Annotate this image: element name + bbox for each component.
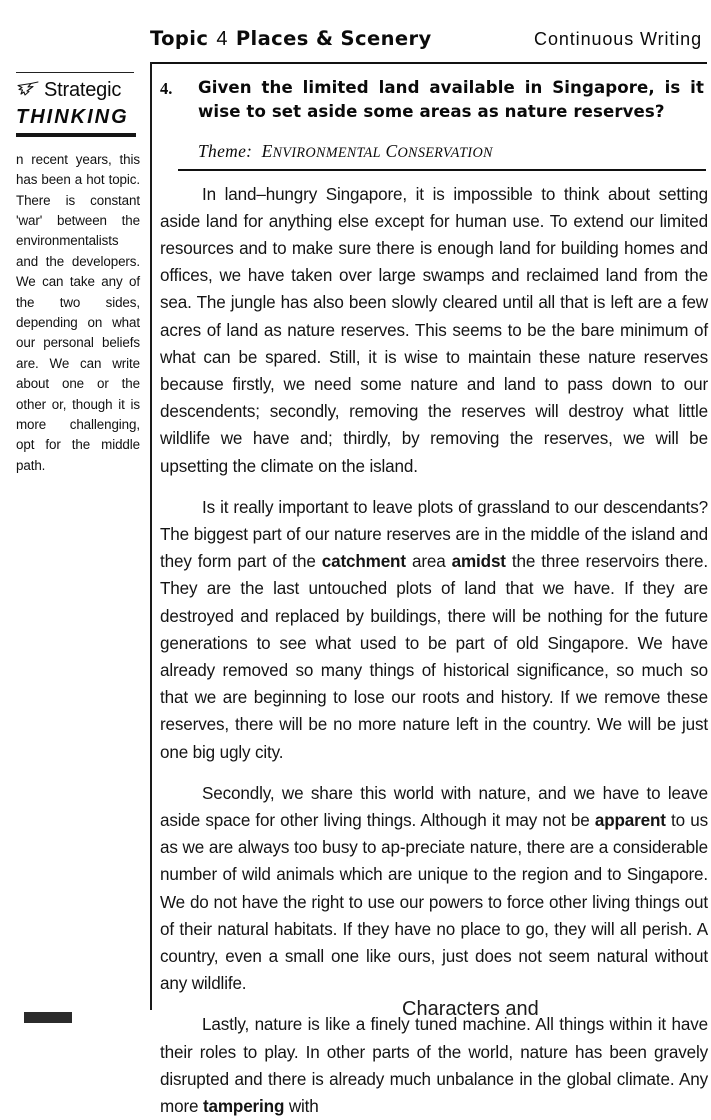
essay-paragraph: [160, 181, 708, 480]
topic-word: Topic: [150, 27, 209, 50]
header-rule: [150, 62, 707, 64]
theme-word-initial: C: [385, 141, 398, 161]
essay-text: with: [284, 1097, 319, 1117]
topic-number: 4: [216, 28, 228, 50]
sidebar-logo-word-1: Strategic: [44, 78, 122, 101]
main-column: [160, 76, 708, 1120]
question-number: 4.: [160, 79, 173, 98]
essay-text: the three reservoirs there. They are the last untouched plots of land that we have. If they are destroyed and replaced by buildings, there will be nothing for the future generations to see what used to be part of old Singapore. We have already removed so many things of historical significance, so much so that we are beginning to lose our roots and history. If we remove these reserves, there will be no more nature left in the country. We will be just one big ugly city.: [160, 552, 708, 762]
essay-paragraph: [160, 494, 708, 766]
footer-clipped-label: Characters and: [402, 998, 539, 1020]
column-divider: [150, 62, 152, 1010]
essay-emphasis: catchment: [321, 552, 406, 572]
theme-value: [257, 141, 493, 161]
essay-text: In land–hungry Singapore, it is impossible to think about setting aside land for anything else except for human use. To extend our limited resources and to make sure there is enough land for building homes and offices, we have taken over large swamps and reclaimed land from the sea. The jungle has also been slowly cleared until all that is left are a few acres of land as nature reserves. This seems to be the bare minimum of what can be spared. Still, it is wise to maintain these nature reserves because firstly, we need some nature and land to pass down to our descendents; secondly, removing the reserves will destroy what little wildlife we have and; thirdly, by removing the reserves, we will be upsetting the climate on the island.: [160, 184, 708, 476]
running-head: [150, 27, 706, 59]
question-heading: [160, 76, 708, 124]
essay-paragraph: [160, 780, 708, 998]
essay-emphasis: tampering: [202, 1097, 285, 1117]
theme-word-body: NVIRONMENTAL: [272, 145, 381, 161]
bird-icon: [16, 79, 42, 101]
running-head-left: [150, 27, 432, 51]
essay-text: to us as we are always too busy to ap-preciate nature, there are a considerable number of wild animals which are unique to the region and to Singapore. We do not have the right to use our powers to force other living things out of their natural habitats. If they have no place to go, they will all perish. A country, even a small one like ours, just does not seem natural without any wildlife.: [160, 811, 708, 994]
sidebar-body-text: [16, 150, 140, 477]
theme-word-initial: E: [261, 141, 273, 161]
essay-text: area: [405, 552, 452, 572]
footer-mark: [24, 1012, 72, 1023]
essay-emphasis: amidst: [451, 552, 506, 572]
essay-paragraph: [160, 1011, 708, 1120]
sidebar-rule-top: [16, 72, 134, 73]
question-text: Given the limited land available in Singapore, is it wise to set aside some areas as nature reserves?: [198, 78, 704, 121]
essay-text: Is it really important to leave plots of grassland to our descendants? The biggest part of our nature reserves are in the middle of the island and they form part of the: [160, 497, 708, 572]
essay-text: Lastly, nature is like a finely tuned machine. All things within it have their roles to play. In other parts of the world, nature has been gravely disrupted and there is already much unbalance in the global climate. Any more: [160, 1015, 708, 1117]
theme-line: [198, 141, 708, 162]
sidebar-strategic-thinking: [14, 72, 142, 476]
theme-word-body: ONSERVATION: [397, 145, 493, 161]
sidebar-rule-bottom: [16, 133, 136, 136]
topic-title: Places & Scenery: [235, 27, 432, 50]
essay-emphasis: apparent: [594, 811, 666, 831]
essay-body: [160, 181, 708, 1120]
section-label: Continuous Writing: [534, 29, 702, 49]
footer-clipped-text: [402, 998, 702, 1024]
sidebar-paragraph: n recent years, this has been a hot topic. There is constant 'war' between the environmentalists and the developers. We can take any of the two sides, depending on what our personal beliefs are. We can write about one or the other or, though it is more challenging, opt for the middle path.: [16, 151, 140, 473]
sidebar-logo: [16, 76, 142, 103]
theme-label: Theme:: [198, 141, 253, 161]
theme-rule: [178, 169, 706, 171]
essay-text: Secondly, we share this world with nature, and we have to leave aside space for other living things. Although it may not be: [160, 783, 708, 831]
sidebar-logo-word-2: THINKING: [16, 106, 129, 129]
